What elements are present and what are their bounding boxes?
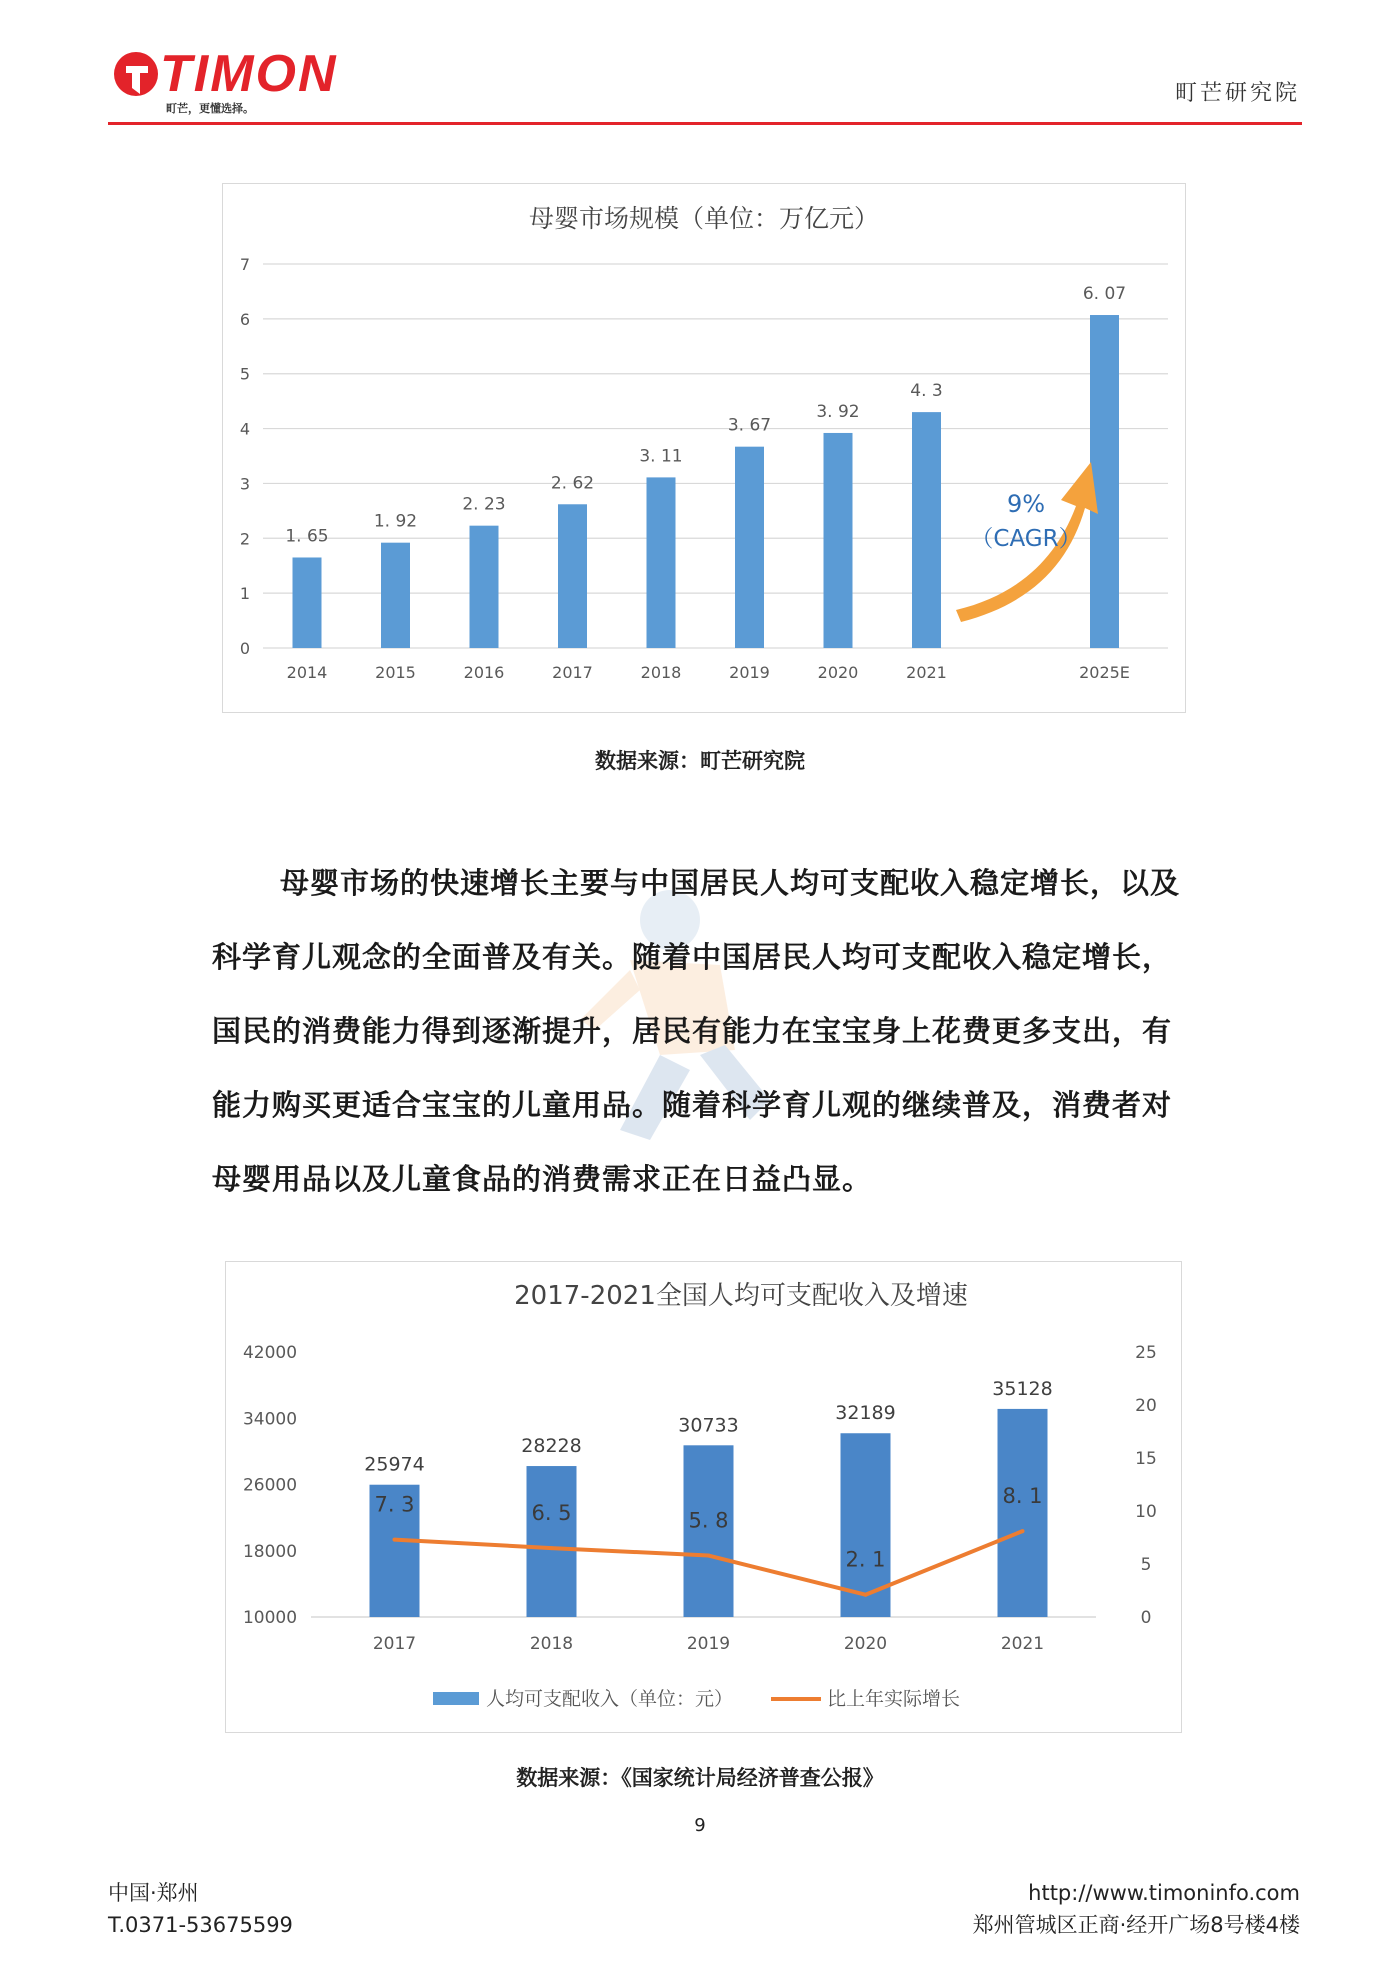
chart1-value-label: 2. 23 <box>462 494 506 515</box>
chart2-growth-label: 5. 8 <box>688 1508 729 1533</box>
chart2-left-ytick-label: 26000 <box>242 1475 298 1496</box>
chart2-growth-point <box>707 1554 711 1558</box>
chart2-right-ytick-label: 15 <box>1135 1449 1157 1469</box>
chart2-xtick-label: 2017 <box>372 1634 417 1654</box>
chart1-bar <box>558 504 587 648</box>
chart1-ytick-label: 7 <box>239 255 251 274</box>
chart2-bar <box>998 1409 1048 1617</box>
chart1-bar <box>381 543 410 648</box>
footer-url[interactable]: http://www.timoninfo.com <box>1028 1881 1300 1905</box>
legend-bar-swatch <box>433 1692 479 1705</box>
chart1-xtick-label: 2016 <box>463 663 505 682</box>
chart2-xtick-label: 2020 <box>843 1634 888 1654</box>
chart2-title: 2017-2021全国人均可支配收入及增速 <box>514 1281 968 1311</box>
chart2-xtick-label: 2021 <box>1000 1634 1045 1654</box>
chart1-value-label: 4. 3 <box>910 381 943 402</box>
chart2-growth-label: 8. 1 <box>1002 1484 1043 1509</box>
income-chart <box>225 1261 1182 1733</box>
logo-slogan: 町芒，更懂选择。 <box>166 102 254 115</box>
chart2-growth-point <box>864 1593 868 1597</box>
chart1-value-label: 1. 65 <box>285 526 329 547</box>
chart2-bar <box>527 1466 577 1617</box>
chart2-xtick-label: 2018 <box>529 1634 574 1654</box>
market-size-chart-svg <box>223 184 1185 712</box>
chart2-right-ytick-label: 0 <box>1140 1608 1152 1628</box>
chart1-bar <box>912 412 941 648</box>
chart1-xtick-label: 2025E <box>1079 663 1130 682</box>
chart1-bar <box>470 526 499 648</box>
chart1-source: 数据来源：町芒研究院 <box>595 749 805 773</box>
chart2-growth-point <box>550 1546 554 1550</box>
chart2-right-ytick-label: 25 <box>1135 1343 1157 1363</box>
chart1-xtick-label: 2020 <box>817 663 859 682</box>
market-size-chart <box>222 183 1186 713</box>
legend-line-label: 比上年实际增长 <box>827 1688 961 1710</box>
cagr-value: 9% <box>1006 490 1046 518</box>
cagr-label: （CAGR） <box>970 526 1082 552</box>
logo-mark-icon <box>108 46 168 106</box>
chart2-source: 数据来源：《国家统计局经济普查公报》 <box>516 1766 884 1790</box>
chart1-title: 母婴市场规模（单位：万亿元） <box>528 204 880 233</box>
chart2-bar-value-label: 30733 <box>678 1414 739 1437</box>
chart1-xtick-label: 2018 <box>640 663 682 682</box>
chart1-bar <box>735 447 764 648</box>
chart1-xtick-label: 2017 <box>552 663 593 682</box>
header-divider <box>108 122 1302 125</box>
page-number: 9 <box>694 1815 706 1836</box>
footer-contact <box>108 1877 293 1941</box>
chart2-growth-point <box>1021 1529 1025 1533</box>
chart2-growth-label: 7. 3 <box>374 1492 415 1517</box>
chart1-ytick-label: 0 <box>239 639 251 658</box>
footer-phone: T.0371-53675599 <box>108 1913 293 1937</box>
chart2-bar-value-label: 25974 <box>364 1453 425 1476</box>
chart1-ytick-label: 4 <box>239 419 251 439</box>
chart2-growth-point <box>393 1538 397 1542</box>
chart1-bar <box>1090 315 1119 648</box>
brand-logo <box>108 44 338 116</box>
chart2-left-ytick-label: 18000 <box>242 1541 298 1562</box>
chart1-ytick-label: 5 <box>239 364 251 384</box>
chart2-left-ytick-label: 10000 <box>242 1608 298 1628</box>
footer-location: 中国·郑州 <box>108 1881 199 1905</box>
chart2-growth-label: 2. 1 <box>845 1547 886 1572</box>
institute-name: 町芒研究院 <box>1174 81 1300 106</box>
chart1-value-label: 6. 07 <box>1082 284 1127 305</box>
chart2-right-ytick-label: 10 <box>1135 1502 1157 1522</box>
logo-text: TIMON <box>160 45 338 103</box>
chart1-ytick-label: 2 <box>239 529 251 549</box>
chart2-left-ytick-label: 34000 <box>242 1409 298 1430</box>
footer-address-block <box>973 1877 1300 1941</box>
chart2-bar-value-label: 28228 <box>521 1435 582 1458</box>
body-paragraph: 母婴市场的快速增长主要与中国居民人均可支配收入稳定增长，以及科学育儿观念的全面普及有关。随着中国居民人均可支配收入稳定增长，国民的消费能力得到逐渐提升，居民有能力在宝宝身上花费更多支出，有能力购买更适合宝宝的儿童用品。随着科学育儿观的继续普及，消费者对母婴用品以及儿童食品的消费需求正在日益凸显。 <box>212 866 1181 1196</box>
chart1-value-label: 3. 11 <box>639 446 683 467</box>
footer-address: 郑州管城区正商·经开广场8号楼4楼 <box>972 1913 1300 1937</box>
chart1-xtick-label: 2015 <box>375 663 416 682</box>
chart1-value-label: 2. 62 <box>550 473 595 494</box>
chart1-value-label: 3. 92 <box>816 401 860 422</box>
chart2-bar-value-label: 32189 <box>835 1402 896 1425</box>
chart1-ytick-label: 3 <box>239 474 251 494</box>
chart2-right-ytick-label: 20 <box>1135 1396 1157 1416</box>
chart2-right-ytick-label: 5 <box>1140 1555 1152 1575</box>
chart1-xtick-label: 2021 <box>906 663 947 682</box>
chart1-bar <box>647 477 676 648</box>
income-chart-svg <box>226 1262 1181 1732</box>
chart1-xtick-label: 2019 <box>729 663 770 682</box>
chart1-bar <box>293 557 322 648</box>
chart1-bar <box>824 433 853 648</box>
chart1-xtick-label: 2014 <box>286 663 328 682</box>
legend-bar-label: 人均可支配收入（单位：元） <box>486 1688 734 1710</box>
chart2-xtick-label: 2019 <box>686 1634 731 1654</box>
chart2-left-ytick-label: 42000 <box>242 1343 298 1363</box>
chart2-bar-value-label: 35128 <box>992 1377 1053 1400</box>
chart1-value-label: 3. 67 <box>727 415 772 436</box>
chart2-growth-label: 6. 5 <box>531 1501 572 1526</box>
chart1-value-label: 1. 92 <box>373 511 418 532</box>
chart1-ytick-label: 6 <box>239 309 251 329</box>
chart1-ytick-label: 1 <box>239 584 251 604</box>
